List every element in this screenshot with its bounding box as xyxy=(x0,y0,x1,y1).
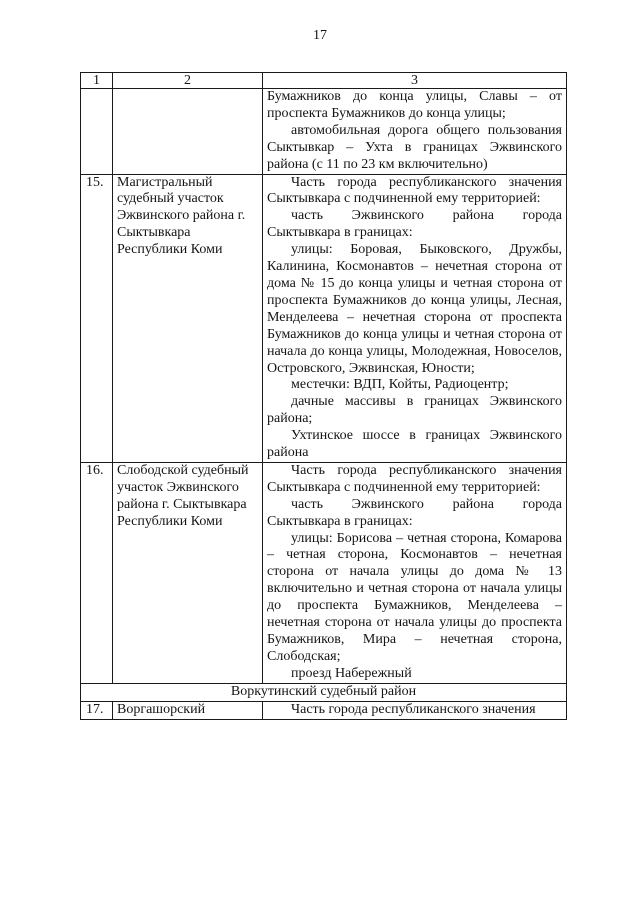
district-name: Магистральный судебный участок Эжвинского района г. Сыктывкара Республики Коми xyxy=(113,174,263,462)
table-header-row xyxy=(81,73,567,89)
boundary-paragraph: Ухтинское шоссе в границах Эжвинского района xyxy=(267,428,562,461)
row-number: 17. xyxy=(81,701,113,719)
district-boundaries xyxy=(263,89,567,175)
boundary-paragraph: автомобильная дорога общего пользования Сыктывкар – Ухта в границах Эжвинского района (с 11 по 23 км включительно) xyxy=(267,122,562,172)
boundary-paragraph: Часть города республиканского значения xyxy=(291,701,536,717)
district-boundaries xyxy=(263,174,567,462)
boundary-paragraph: Бумажников до конца улицы, Славы – от проспекта Бумажников до конца улицы; xyxy=(267,89,562,121)
section-row xyxy=(81,683,567,701)
table-row xyxy=(81,701,567,719)
district-name: Воргашорский xyxy=(113,701,263,719)
column-header: 2 xyxy=(113,73,263,89)
boundary-paragraph: местечки: ВДП, Койты, Радиоцентр; xyxy=(291,377,509,393)
boundary-paragraph: часть Эжвинского района города Сыктывкара в границах: xyxy=(267,496,562,529)
district-name xyxy=(113,89,263,175)
boundary-paragraph: Часть города республиканского значения Сыктывкара с подчиненной ему территорией: xyxy=(267,462,562,495)
boundary-paragraph: проезд Набережный xyxy=(291,665,412,681)
boundary-paragraph: дачные массивы в границах Эжвинского района; xyxy=(267,394,562,427)
row-number xyxy=(81,89,113,175)
column-header: 3 xyxy=(263,73,567,89)
table-row xyxy=(81,89,567,175)
district-name: Слободской судебный участок Эжвинского района г. Сыктывкара Республики Коми xyxy=(113,462,263,683)
district-table xyxy=(80,72,567,720)
page-number: 17 xyxy=(313,28,327,43)
table-row xyxy=(81,462,567,683)
boundary-paragraph: улицы: Боровая, Быковского, Дружбы, Калинина, Космонавтов – нечетная сторона от дома № 15 до конца улицы и четная сторона от проспекта Бумажников до конца улицы, Лесная, Менделеева – нечетная сторона от проспекта Бумажников до конца улицы и четная сторона от начала до конца улицы, Молодежная, Новоселов, Островского, Эжвинская, Юности; xyxy=(267,242,562,376)
row-number: 16. xyxy=(81,462,113,683)
row-number: 15. xyxy=(81,174,113,462)
column-header: 1 xyxy=(81,73,113,89)
boundary-paragraph: часть Эжвинского района города Сыктывкара в границах: xyxy=(267,208,562,241)
section-title: Воркутинский судебный район xyxy=(81,683,567,701)
table-row xyxy=(81,174,567,462)
boundary-paragraph: Часть города республиканского значения Сыктывкара с подчиненной ему территорией: xyxy=(267,174,562,207)
district-boundaries xyxy=(263,462,567,683)
boundary-paragraph: улицы: Борисова – четная сторона, Комарова – четная сторона, Космонавтов – нечетная сторона от начала улицы до дома № 13 включительно и четная сторона от начала улицы до проспекта Бумажников, Менделеева – нечетная сторона от начала улицы до проспекта Бумажников, Мира – нечетная сторона, Слободская; xyxy=(267,530,562,664)
district-boundaries xyxy=(263,701,567,719)
